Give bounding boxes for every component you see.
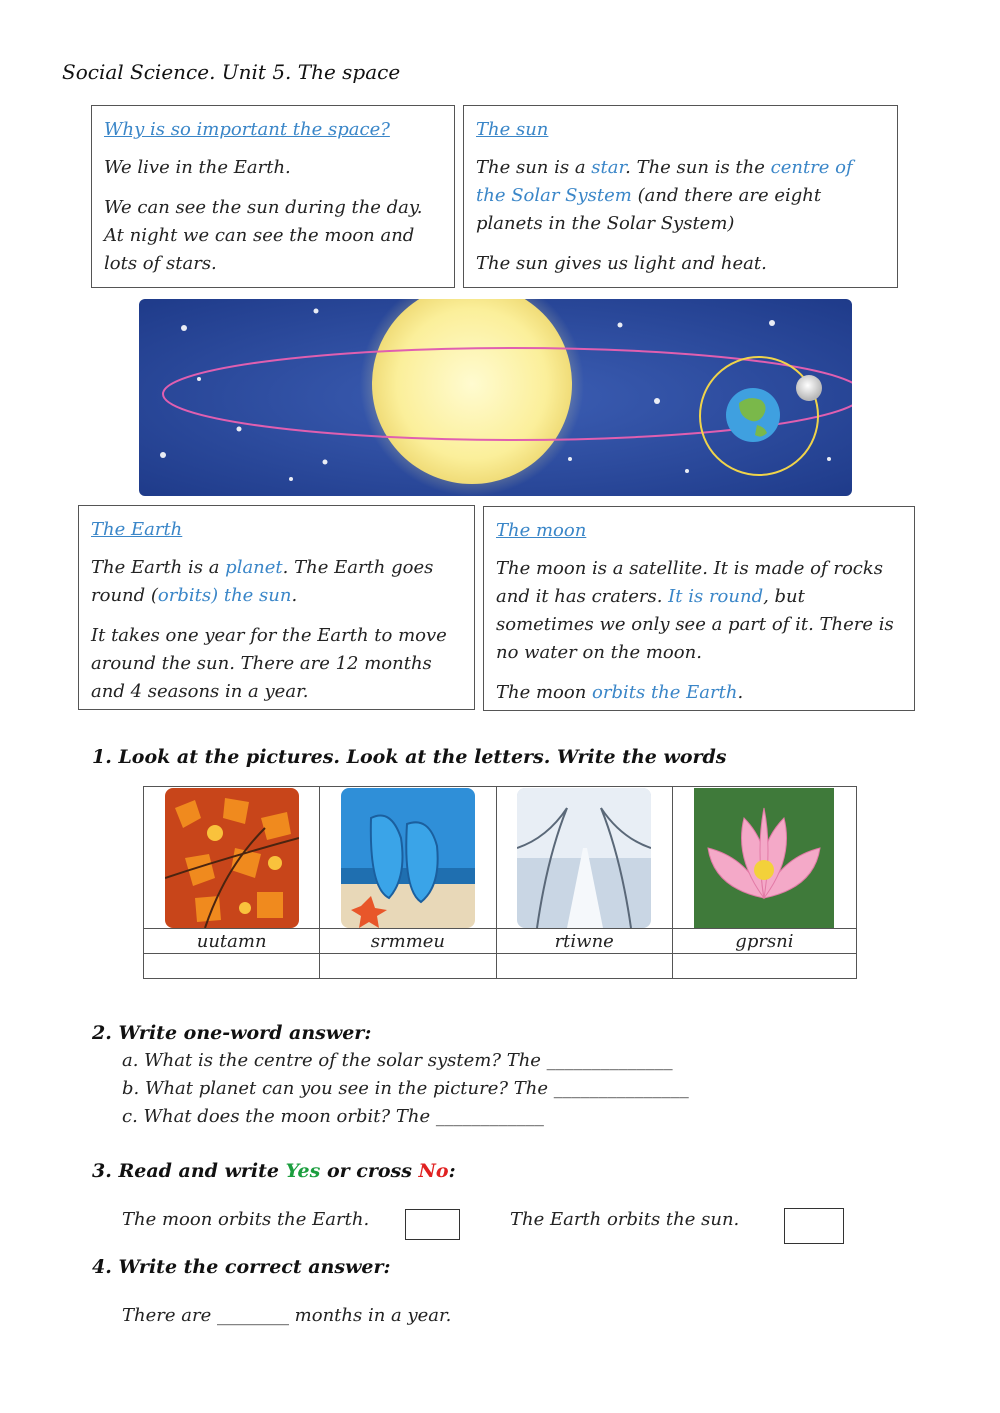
earth-p2: It takes one year for the Earth to move around the sun. There are 12 months and 4 seasons in a year. (91, 625, 447, 702)
q2-item-b[interactable]: b. What planet can you see in the picture? The _______________ (122, 1078, 689, 1099)
moon-p1: The moon is a satellite. It is made of rocks and it has craters. It is round, but sometimes we only see a part of it. There is no water on the moon. (496, 558, 894, 663)
moon-p2: The moon orbits the Earth. (496, 682, 744, 703)
no-word: No (418, 1160, 449, 1182)
yes-word: Yes (285, 1160, 321, 1182)
sun-p2: The sun gives us light and heat. (476, 253, 767, 274)
solar-system-illustration (139, 299, 852, 496)
answer-cell-3[interactable] (496, 954, 672, 979)
sun-p1: The sun is a star. The sun is the centre of the Solar System (and there are eight planets in the Solar System) (476, 157, 853, 234)
moon-heading: The moon (496, 520, 587, 541)
q3-statement-1: The moon orbits the Earth. (122, 1209, 370, 1230)
scrambled-word-1: uutamn (144, 929, 320, 954)
spring-lotus-image (694, 788, 834, 928)
space-p1: We live in the Earth. (104, 157, 291, 178)
q3-answer-box-1[interactable] (405, 1209, 460, 1240)
space-p2: We can see the sun during the day. At night we can see the moon and lots of stars. (104, 197, 423, 274)
moon-info-box (483, 506, 915, 711)
space-heading: Why is so important the space? (104, 119, 390, 140)
summer-beach-image (341, 788, 475, 928)
q2-heading: 2. Write one-word answer: (92, 1022, 372, 1044)
q2-item-c[interactable]: c. What does the moon orbit? The ____________ (122, 1106, 544, 1127)
picture-cell-spring (672, 787, 856, 929)
answer-cell-1[interactable] (144, 954, 320, 979)
sun-heading: The sun (476, 119, 549, 140)
answer-cell-4[interactable] (672, 954, 856, 979)
q4-heading: 4. Write the correct answer: (92, 1256, 391, 1278)
seasons-word-table (143, 786, 857, 979)
q4-sentence[interactable]: There are ________ months in a year. (122, 1305, 452, 1326)
sun-info-box (463, 105, 898, 288)
scrambled-word-4: gprsni (672, 929, 856, 954)
q2-item-a[interactable]: a. What is the centre of the solar system? The ______________ (122, 1050, 673, 1071)
scrambled-word-2: srmmeu (320, 929, 496, 954)
picture-cell-winter (496, 787, 672, 929)
q3-statement-2: The Earth orbits the sun. (510, 1209, 740, 1230)
picture-cell-summer (320, 787, 496, 929)
space-info-box (91, 105, 455, 288)
earth-info-box (78, 505, 475, 710)
earth-p1: The Earth is a planet. The Earth goes round (orbits) the sun. (91, 557, 434, 606)
q1-heading: 1. Look at the pictures. Look at the letters. Write the words (92, 746, 727, 768)
q3-answer-box-2[interactable] (784, 1208, 844, 1244)
page-title: Social Science. Unit 5. The space (62, 60, 401, 84)
autumn-leaves-image (165, 788, 299, 928)
winter-snow-image (517, 788, 651, 928)
picture-cell-autumn (144, 787, 320, 929)
earth-heading: The Earth (91, 519, 183, 540)
answer-cell-2[interactable] (320, 954, 496, 979)
scrambled-word-3: rtiwne (496, 929, 672, 954)
q3-heading: 3. Read and write Yes or cross No: (92, 1160, 456, 1182)
